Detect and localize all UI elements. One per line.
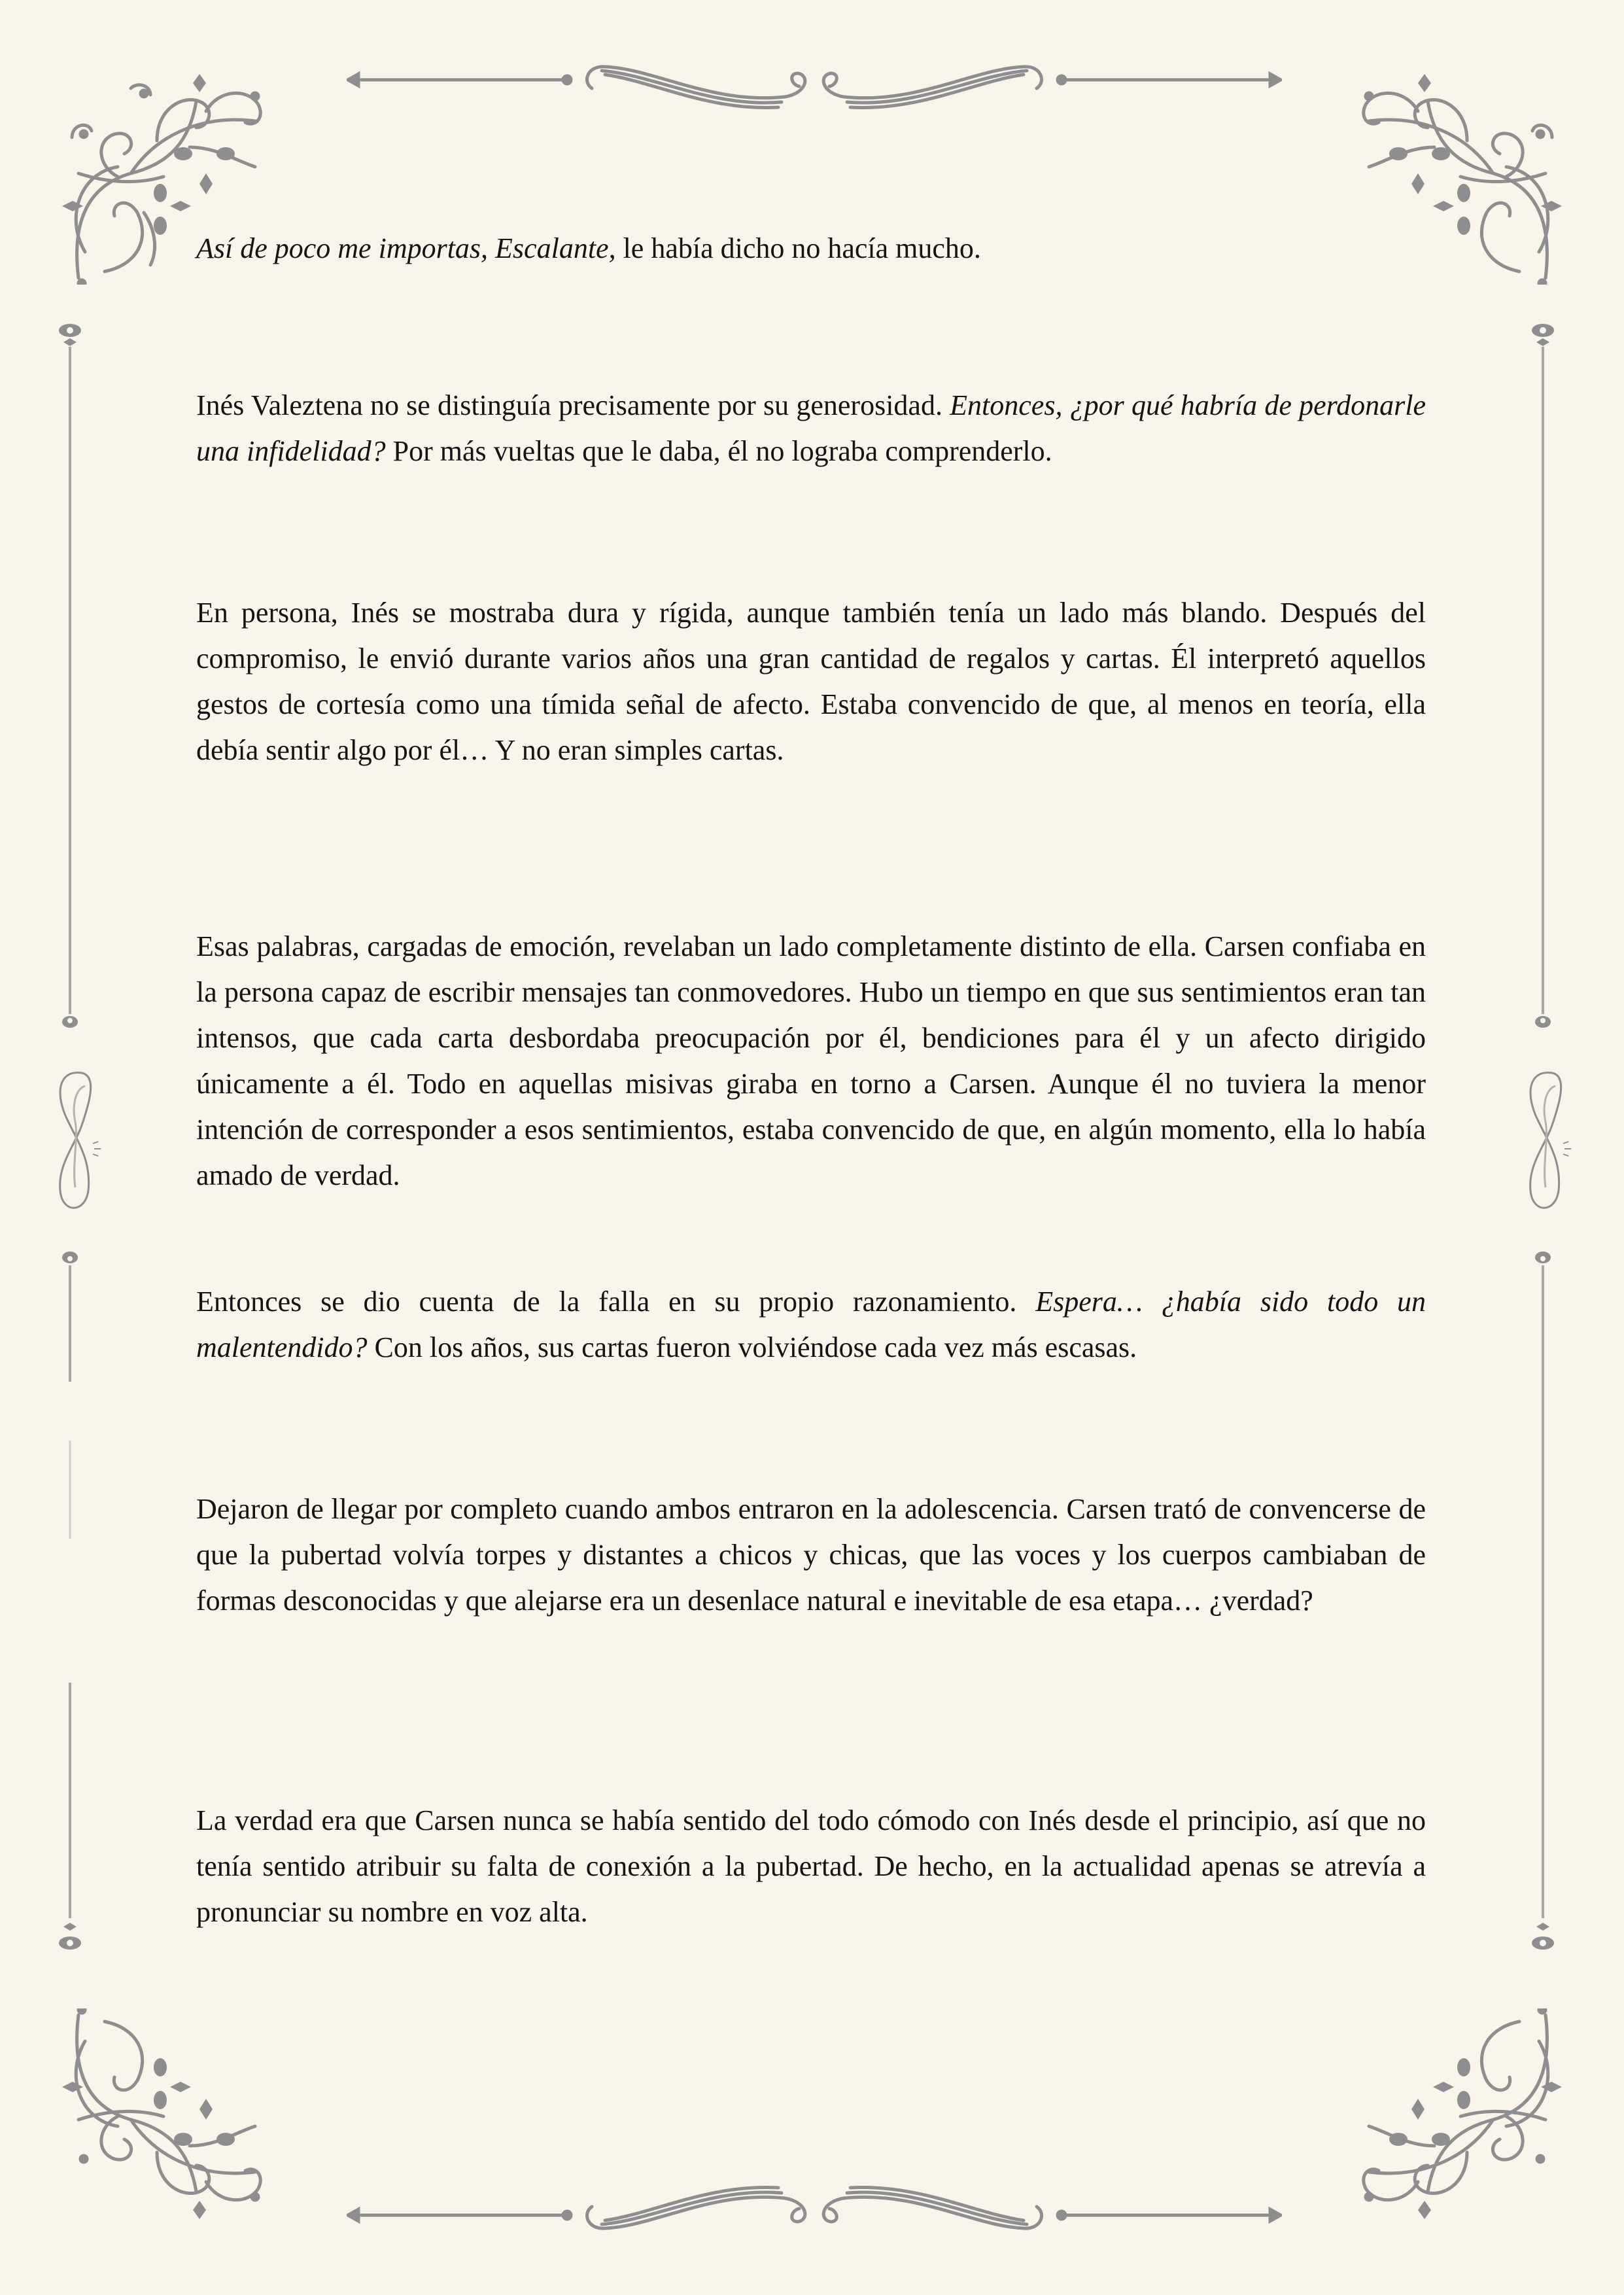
infinity-knot-left-icon [46,1066,105,1217]
side-rod-right-upper-icon [1528,321,1561,1040]
infinity-knot-right-icon [1516,1066,1575,1217]
scroll-divider-top-icon [347,59,1282,111]
text-segment: La verdad era que Carsen nunca se había sentido del todo cómodo con Inés desde el principio, así que no tenía sentido atribuir su falta de conexión a la pubertad. De hecho, en la actualidad apenas se atrevía a pronunciar su nombre en voz alta. [196,1804,1426,1928]
side-rod-left-upper-icon [52,321,85,1040]
side-rod-left-lower-icon [52,1251,85,1971]
side-rod-right-lower-icon [1528,1251,1561,1971]
text-segment: Entonces se dio cuenta de la falla en su propio razonamiento. [196,1286,1036,1318]
text-segment: Inés Valeztena no se distinguía precisamente por su generosidad. [196,389,950,421]
paragraph-5 [196,1279,1426,1371]
italic-phrase: Entonces, ¿por qué habría de perdonarle una infidelidad? [196,389,1426,467]
scroll-divider-bottom-icon [347,2184,1282,2236]
paragraph-3 [196,590,1426,773]
corner-flourish-bottom-right-icon [1349,2008,1565,2231]
text-segment: Con los años, sus cartas fueron volviéndose cada vez más escasas. [367,1331,1137,1363]
text-segment: Dejaron de llegar por completo cuando ambos entraron en la adolescencia. Carsen trató de convencerse de que la pubertad volvía torpes y distantes a chicos y chicas, que las voces y los cuerpos cambiaban de formas desconocidas y que alejarse era un desenlace natural e inevitable de esa etapa… ¿verdad? [196,1493,1426,1617]
text-segment: En persona, Inés se mostraba dura y rígida, aunque también tenía un lado más blando. Después del compromiso, le envió durante varios años una gran cantidad de regalos y cartas. Él interpretó aquellos gestos de cortesía como una tímida señal de afecto. Estaba convencido de que, al menos en teoría, ella debía sentir algo por él… Y no eran simples cartas. [196,597,1426,766]
italic-phrase: Espera… ¿había sido todo un malentendido? [196,1286,1426,1363]
corner-flourish-bottom-left-icon [59,2008,275,2231]
paragraph-6 [196,1486,1426,1624]
text-segment: Por más vueltas que le daba, él no lograba comprenderlo. [385,435,1052,467]
italic-phrase: Así de poco me importas, Escalante, [196,232,616,264]
paragraph-7 [196,1798,1426,1935]
text-segment: Esas palabras, cargadas de emoción, revelaban un lado completamente distinto de ella. Carsen confiaba en la persona capaz de escribir mensajes tan conmovedores. Hubo un tiempo en que sus sentimientos eran tan intensos, que cada carta desbordaba preocupación por él, bendiciones para él y un afecto dirigido únicamente a él. Todo en aquellas misivas giraba en torno a Carsen. Aunque él no tuviera la menor intención de corresponder a esos sentimientos, estaba convencido de que, en algún momento, ella lo había amado de verdad. [196,930,1426,1191]
text-segment: le había dicho no hacía mucho. [615,232,981,264]
paragraph-2 [196,383,1426,474]
paragraph-4 [196,924,1426,1199]
paragraph-1 [196,226,1426,272]
